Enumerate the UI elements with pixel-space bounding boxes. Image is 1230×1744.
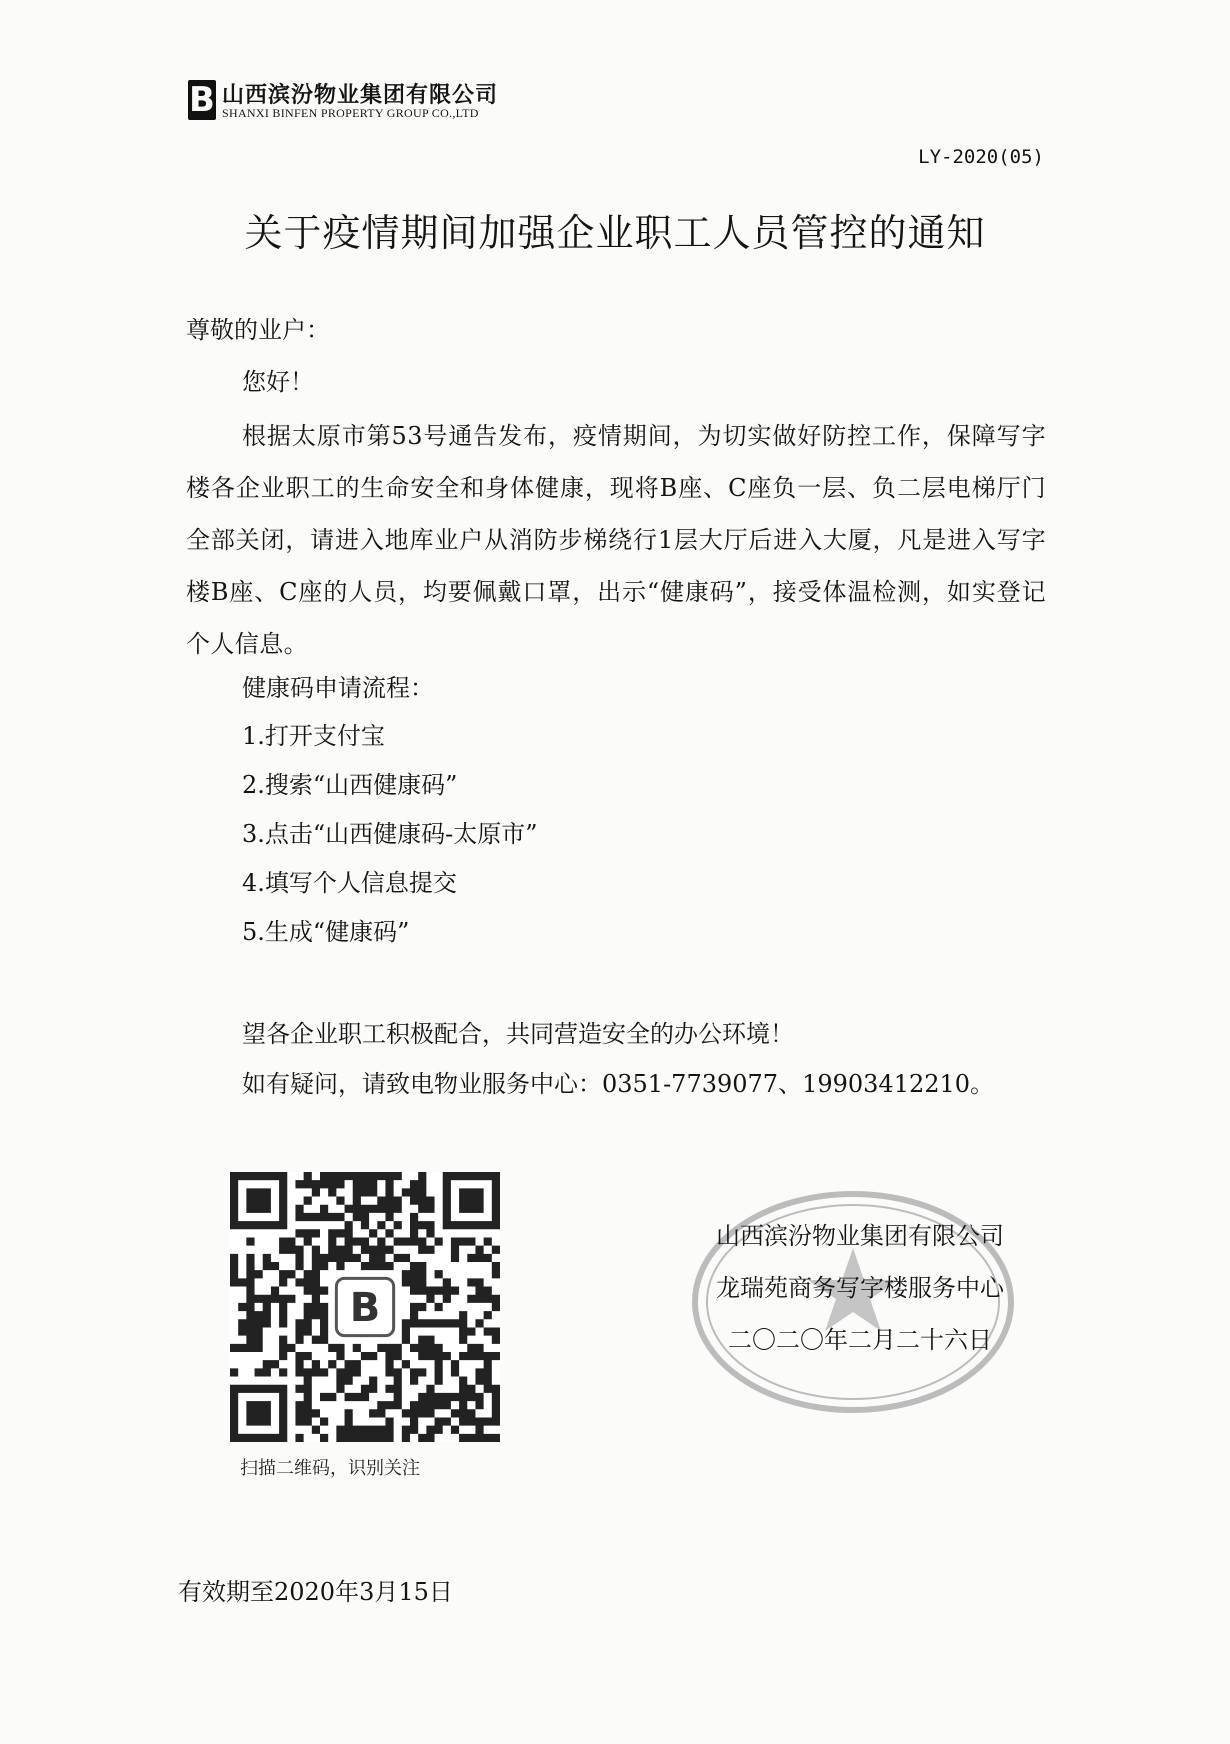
greeting: 您好！ [242, 368, 314, 396]
closing-line: 望各企业职工积极配合，共同营造安全的办公环境！ [242, 1020, 794, 1048]
qr-code-graphic [230, 1172, 500, 1442]
document-number: LY-2020(05) [918, 146, 1044, 168]
validity-line: 有效期至2020年3月15日 [178, 1578, 453, 1606]
steps-heading: 健康码申请流程： [242, 674, 434, 702]
step-item: 3.点击“山西健康码-太原市” [242, 820, 538, 848]
notice-title: 关于疫情期间加强企业职工人员管控的通知 [244, 211, 986, 255]
qr-code-icon[interactable] [230, 1172, 500, 1442]
qr-center-logo: B [349, 1285, 381, 1331]
salutation: 尊敬的业户： [186, 316, 330, 344]
step-item: 4.填写个人信息提交 [242, 869, 457, 897]
step-item: 2.搜索“山西健康码” [242, 771, 458, 799]
step-item: 5.生成“健康码” [242, 918, 410, 946]
signature-org-line-2: 龙瑞苑商务写字楼服务中心 [716, 1274, 1004, 1302]
company-name-cn: 山西滨汾物业集团有限公司 [222, 83, 499, 108]
company-logo-icon [188, 80, 216, 120]
signature-org-line-1: 山西滨汾物业集团有限公司 [716, 1222, 1004, 1250]
signature-date: 二〇二〇年二月二十六日 [728, 1326, 992, 1354]
company-name-en: SHANXI BINFEN PROPERTY GROUP CO.,LTD [222, 106, 479, 120]
step-item: 1.打开支付宝 [242, 722, 385, 750]
contact-line: 如有疑问，请致电物业服务中心：0351-7739077、19903412210。 [242, 1070, 995, 1098]
notice-paragraph: 根据太原市第53号通告发布，疫情期间，为切实做好防控工作，保障写字楼各企业职工的生命安全和身体健康，现将B座、C座负一层、负二层电梯厅门全部关闭，请进入地库业户从消防步梯绕行1层大厅后进入大厦，凡是进入写字楼B座、C座的人员，均要佩戴口罩，出示“健康码”，接受体温检测，如实登记个人信息。 [186, 422, 1046, 658]
qr-caption: 扫描二维码，识别关注 [240, 1458, 420, 1479]
steps-list [186, 712, 1046, 957]
logo-letter: B [189, 80, 215, 120]
